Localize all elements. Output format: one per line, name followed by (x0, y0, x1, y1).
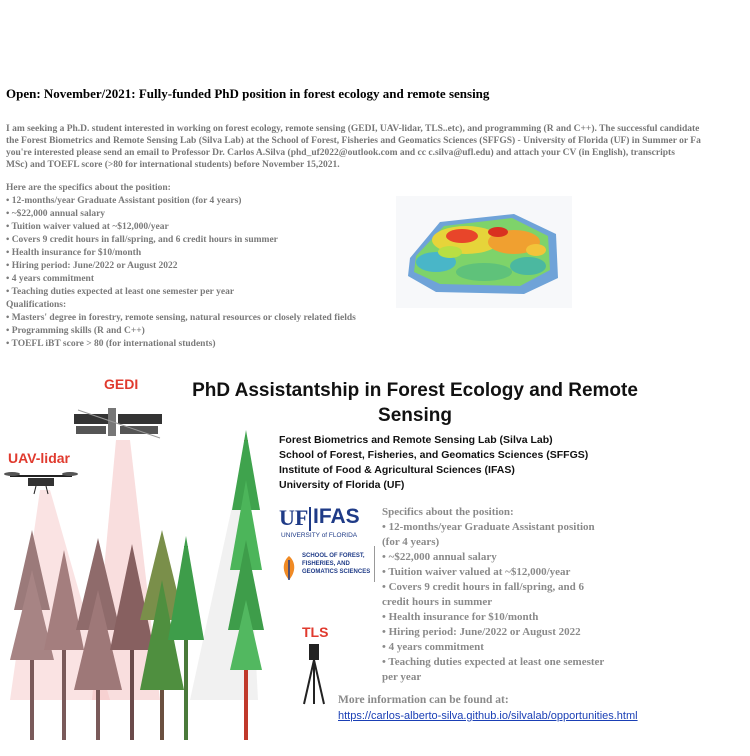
qualifications-item: • Programming skills (R and C++) (6, 326, 145, 336)
qualifications-heading: Qualifications: (6, 300, 67, 310)
poster-title-line: PhD Assistantship in Forest Ecology and Remote (192, 380, 638, 401)
qualifications-item: • Masters' degree in forestry, remote sensing, natural resources or closely related fields (6, 313, 356, 323)
lab-line: School of Forest, Fisheries, and Geomatics Sciences (SFFGS) (279, 449, 589, 461)
poster-specifics-item: • ~$22,000 annual salary (382, 551, 497, 563)
uf-logo-sub: UNIVERSITY of FLORIDA (281, 532, 358, 539)
poster-specifics-item: • Tuition waiver valued at ~$12,000/year (382, 566, 571, 578)
gedi-label: GEDI (104, 376, 139, 392)
uf-ifas-logo (279, 505, 369, 543)
poster-specifics-item: credit hours in summer (382, 596, 493, 608)
satellite-icon (74, 408, 162, 438)
lab-line: Forest Biometrics and Remote Sensing Lab (Silva Lab) (279, 434, 553, 446)
more-info-text: More information can be found at: (338, 694, 509, 706)
lab-line: University of Florida (UF) (279, 479, 405, 491)
intro-line: the Forest Biometrics and Remote Sensing Lab (Silva Lab) at the School of Forest, Fisheries and Geomatics Sciences (SFFGS) - University of Florida (UF) in Summer or Fa (6, 136, 701, 146)
poster-specifics-item: (for 4 years) (382, 536, 440, 548)
specifics-item: • Health insurance for $10/month (6, 248, 142, 258)
poster-specifics-item: • 12-months/year Graduate Assistant position (382, 521, 595, 533)
specifics-item: • Covers 9 credit hours in fall/spring, and 6 credit hours in summer (6, 235, 278, 245)
specifics-heading: Here are the specifics about the position: (6, 183, 171, 193)
ifas-logo-text: IFAS (313, 505, 360, 528)
sffgs-logo-line: SCHOOL OF FOREST, (302, 553, 365, 559)
poster-specifics-item: • Health insurance for $10/month (382, 611, 539, 623)
remote-sensing-illustration (0, 370, 290, 756)
poster-specifics-item: • 4 years commitment (382, 641, 484, 653)
specifics-item: • 4 years commitment (6, 274, 95, 284)
logo-separator (374, 546, 375, 582)
intro-line: you're interested please send an email to Professor Dr. Carlos A.Silva (phd_uf2022@outlook.com and cc c.silva@ufl.edu) and attach your CV (in English), transcripts (6, 148, 675, 158)
page-headline: Open: November/2021: Fully-funded PhD position in forest ecology and remote sensing (6, 86, 490, 101)
specifics-item: • Teaching duties expected at least one semester per year (6, 287, 235, 297)
poster-specifics-item: per year (382, 671, 422, 683)
tls-label: TLS (302, 624, 329, 640)
sffgs-leaf-icon (280, 554, 298, 582)
lidar-point-cloud-image (396, 196, 572, 308)
qualifications-item: • TOEFL iBT score > 80 (for international students) (6, 339, 216, 349)
tripod-scanner-icon (300, 642, 328, 706)
specifics-item: • Hiring period: June/2022 or August 2022 (6, 261, 178, 271)
poster-specifics-item: • Teaching duties expected at least one semester (382, 656, 605, 668)
poster-title-line: Sensing (378, 405, 452, 426)
intro-line: I am seeking a Ph.D. student interested in working on forest ecology, remote sensing (GEDI, UAV-lidar, TLS..etc), and programming (R and C++). The successful candidate (6, 124, 700, 134)
uf-logo-text: UF (279, 505, 309, 530)
lab-line: Institute of Food & Agricultural Sciences (IFAS) (279, 464, 515, 476)
poster-specifics-heading: Specifics about the position: (382, 506, 514, 518)
opportunities-link[interactable]: https://carlos-alberto-silva.github.io/silvalab/opportunities.html (338, 710, 638, 722)
sffgs-logo-line: FISHERIES, AND (302, 561, 350, 567)
specifics-item: • Tuition waiver valued at ~$12,000/year (6, 222, 169, 232)
intro-line: MSc) and TOEFL score (>80 for international students) before November 15,2021. (6, 160, 340, 170)
sffgs-logo (280, 550, 375, 586)
uav-lidar-label: UAV-lidar (8, 450, 70, 466)
specifics-item: • ~$22,000 annual salary (6, 209, 106, 219)
specifics-item: • 12-months/year Graduate Assistant position (for 4 years) (6, 196, 242, 206)
sffgs-logo-line: GEOMATICS SCIENCES (302, 569, 371, 575)
poster-specifics-item: • Hiring period: June/2022 or August 2022 (382, 626, 581, 638)
poster-specifics-item: • Covers 9 credit hours in fall/spring, and 6 (382, 581, 584, 593)
logo-divider (309, 507, 311, 531)
